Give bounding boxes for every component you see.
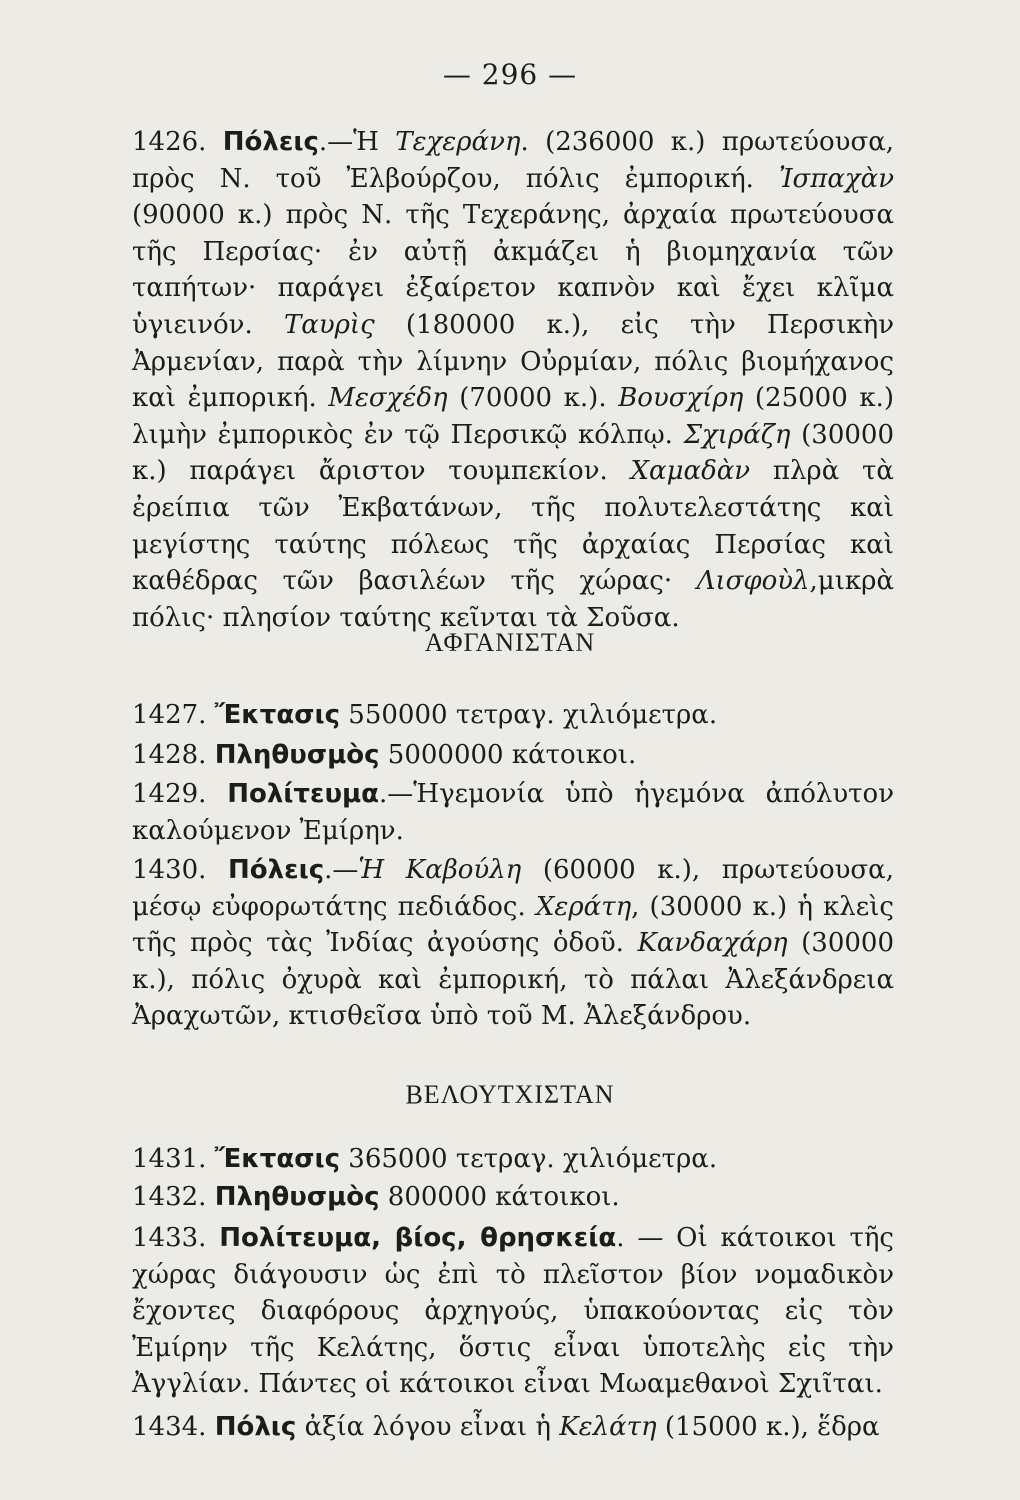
city-name: Τεχεράνη: [395, 127, 521, 157]
entry-keyword: Πόλις: [214, 1412, 297, 1442]
city-name: Κελάτη: [559, 1412, 657, 1442]
entry-number: 1431.: [132, 1144, 207, 1174]
entry-text: (25000 κ.) λιμὴν ἐμπορικὸς ἐν τῷ Περσικῷ κόλπῳ.: [132, 383, 895, 450]
city-name: Κανδαχάρη: [637, 928, 788, 959]
page-number: — 296 —: [442, 58, 578, 91]
entry-text: (30000 κ.), πόλις ὀχυρὰ καὶ ἐμπορική, τὸ πάλαι Ἀλεξάνδρεια Ἀραχωτῶν, κτισθεῖσα ὑπὸ τοῦ Μ. Ἀλεξάνδρου.: [132, 928, 894, 1032]
entry-text: (180000 κ.), εἰς τὴν Περσικὴν Ἀρμενίαν, παρὰ τὴν λίμνην Οὐρμίαν, πόλις βιομήχανος καὶ ἐμπορική.: [132, 309, 894, 414]
city-name: Χεράτη: [535, 891, 632, 922]
entry-keyword: Πόλεις: [222, 127, 319, 157]
paragraph-1431: [132, 1144, 717, 1174]
paragraph-1427: [132, 700, 717, 730]
entry-number: 1427.: [132, 700, 207, 730]
entry-number: 1426.: [132, 127, 207, 157]
entry-keyword: Πολίτευμα: [227, 779, 380, 809]
entry-text: 800000 κάτοικοι.: [379, 1182, 620, 1212]
entry-keyword: Ἔκτασις: [214, 1144, 341, 1174]
entry-text: (15000 κ.), ἕδρα: [656, 1412, 880, 1442]
entry-number: 1429.: [132, 779, 207, 809]
entry-keyword: Πληθυσμὸς: [214, 740, 380, 770]
section-heading-baluchistan: ΒΕΛΟΥΤΧΙΣΤΑΝ: [405, 1080, 615, 1109]
entry-text: (30000 κ.) παράγει ἄριστον τουμπεκίον.: [132, 419, 894, 487]
paragraph-1426: [132, 124, 894, 636]
paragraph-1430: [132, 852, 894, 1035]
paragraph-1429: [132, 776, 894, 849]
entry-keyword: Πληθυσμὸς: [214, 1182, 380, 1212]
entry-text: , (30000 κ.) ἡ κλεὶς τῆς πρὸς τὰς Ἰνδίας ἀγούσης ὁδοῦ.: [132, 891, 894, 959]
entry-number: 1433.: [132, 1223, 207, 1253]
paragraph-1432: [132, 1182, 620, 1212]
city-name: Χαμαδὰν: [630, 456, 751, 487]
entry-text: ,μικρὰ πόλις· πλησίον ταύτης κεῖνται τὰ Σοῦσα.: [132, 566, 894, 633]
entry-text: ἀξία λόγου εἶναι ἡ: [296, 1412, 560, 1442]
entry-text: 5000000 κάτοικοι.: [379, 740, 637, 770]
entry-number: 1430.: [132, 855, 207, 885]
entry-text: (90000 κ.) πρὸς Ν. τῆς Τεχεράνης, ἀρχαία πρωτεύουσα τῆς Περσίας· ἐν αὐτῇ ἀκμάζει ἡ βιομηχανία τῶν ταπήτων· παράγει ἐξαίρετον καπνὸν καὶ ἔχει κλῖμα ὑγιεινόν.: [132, 200, 894, 340]
city-name: Βουσχίρη: [618, 383, 744, 414]
city-name: Λισφοὺλ: [696, 566, 810, 597]
entry-keyword: Πόλεις: [228, 855, 325, 885]
city-name: Ἡ Καβούλη: [358, 855, 522, 885]
entry-keyword: Ἔκτασις: [214, 700, 341, 730]
entry-text: . (236000 κ.) πρωτεύουσα, πρὸς Ν. τοῦ Ἐλβούρζου, πόλις ἐμπορική.: [132, 127, 895, 194]
entry-text: πλρὰ τὰ ἐρείπια τῶν Ἐκβατάνων, τῆς πολυτελεστάτης καὶ μεγίστης ταύτης πόλεως τῆς ἀρχαίας Περσίας καὶ καθέδρας τῶν βασιλέων τῆς χώρας·: [132, 456, 894, 597]
entry-number: 1434.: [132, 1412, 207, 1442]
entry-text: 365000 τετραγ. χιλιόμετρα.: [340, 1144, 718, 1174]
entry-text: .—Ἡγεμονία ὑπὸ ἡγεμόνα ἀπόλυτον καλούμενον Ἐμίρην.: [132, 779, 895, 846]
city-name: Μεσχέδη: [328, 383, 448, 414]
city-name: Ταυρὶς: [283, 309, 375, 340]
entry-text: (70000 κ.).: [447, 383, 619, 414]
entry-number: 1428.: [132, 740, 207, 770]
entry-text: . — Οἱ κάτοικοι τῆς χώρας διάγουσιν ὡς ἐπὶ τὸ πλεῖστον βίον νομαδικὸν ἔχοντες διαφόρους ἀρχηγούς, ὑπακούοντας εἰς τὸν Ἐμίρην τῆς Κελάτης, ὅστις εἶναι ὑποτελὴς εἰς τὴν Ἀγγλίαν. Πάντες οἱ κάτοικοι εἶναι Μωαμεθανοὶ Σχιῖται.: [132, 1223, 894, 1400]
paragraph-1428: [132, 740, 636, 770]
paragraph-1434: [132, 1412, 880, 1442]
entry-text: .—: [324, 855, 359, 885]
entry-text: 550000 τετραγ. χιλιόμετρα.: [340, 700, 718, 730]
entry-text: .—Ἡ: [318, 127, 396, 157]
city-name: Ἰσπαχὰν: [778, 163, 894, 194]
entry-number: 1432.: [132, 1182, 207, 1212]
entry-keyword: Πολίτευμα, βίος, θρησκεία: [219, 1223, 617, 1253]
section-heading-afghanistan: ΑΦΓΑΝΙΣΤΑΝ: [424, 628, 596, 657]
paragraph-1433: [132, 1220, 894, 1403]
entry-text: (60000 κ.), πρωτεύουσα, μέσῳ εὐφορωτάτης πεδιάδος.: [132, 855, 894, 922]
city-name: Σχιράζη: [683, 419, 791, 450]
